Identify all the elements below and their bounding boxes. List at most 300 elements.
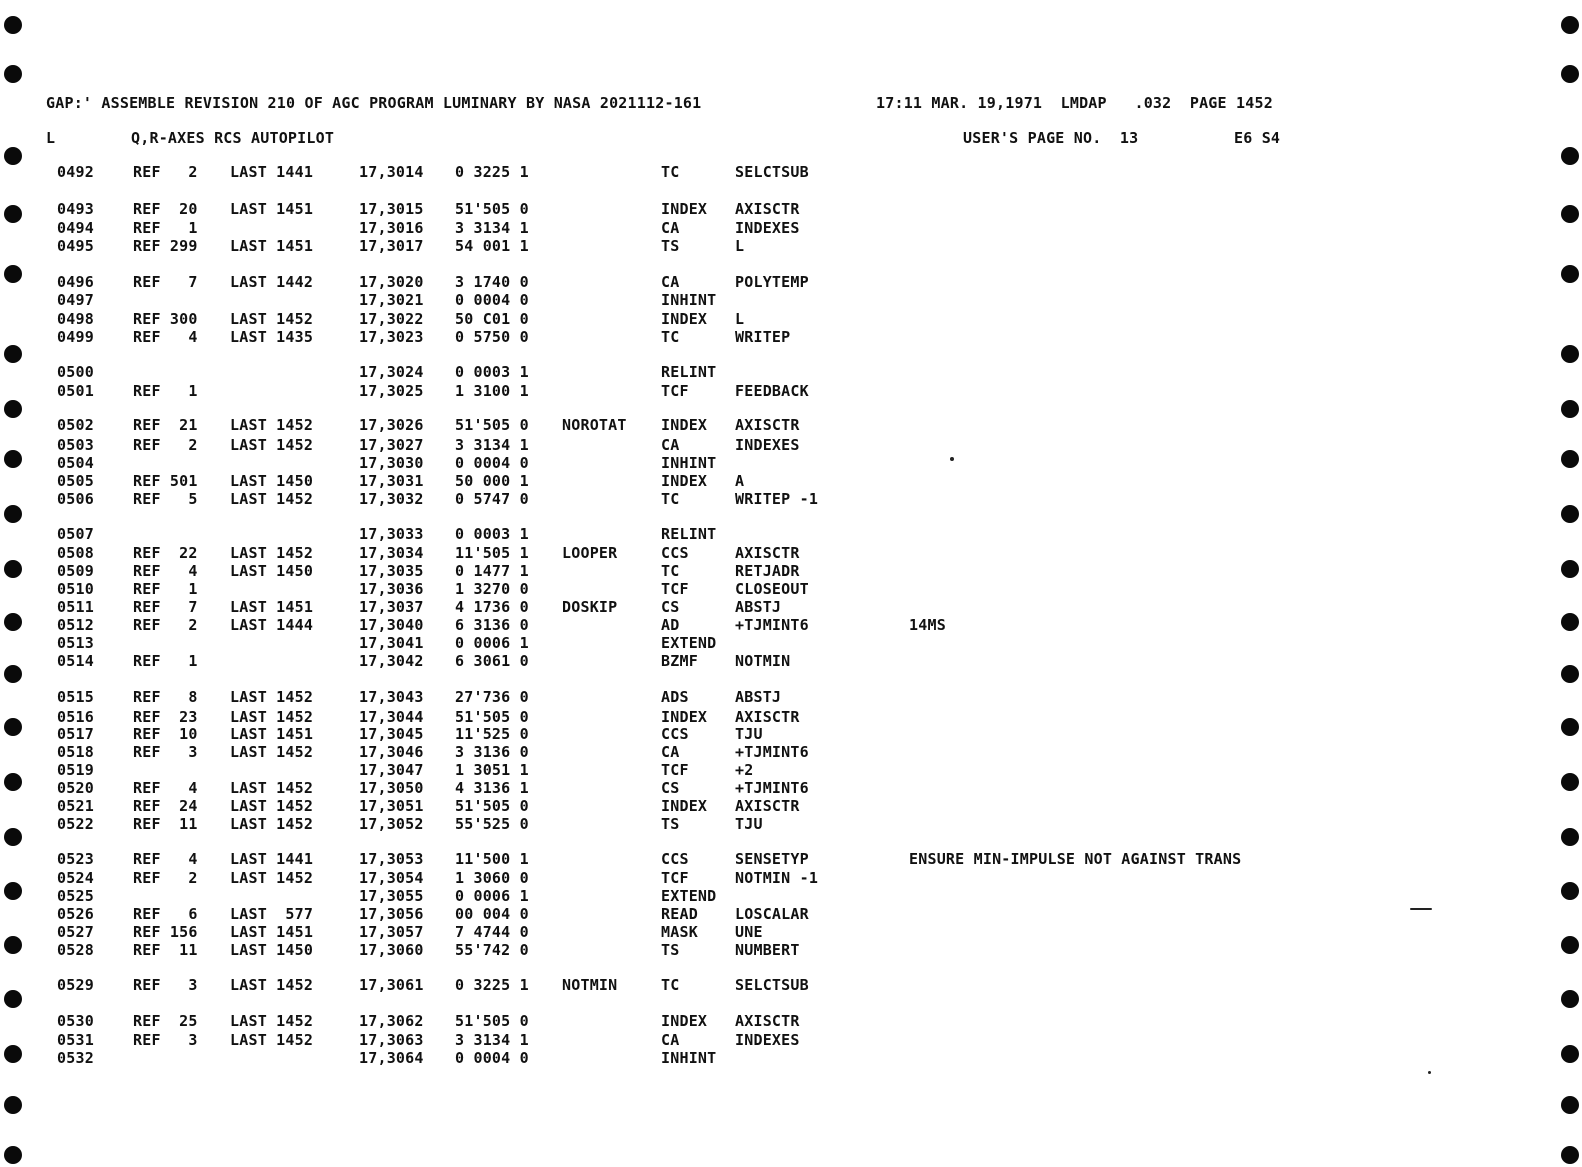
- octal-word: 50 000 1: [455, 472, 529, 490]
- octal-word: 7 4744 0: [455, 923, 529, 941]
- address: 17,3025: [359, 382, 424, 400]
- operand: NOTMIN -1: [735, 869, 819, 887]
- octal-word: 0 5750 0: [455, 328, 529, 346]
- feed-hole: [4, 613, 22, 631]
- ref-count: REF 156: [133, 923, 198, 941]
- last-ref: LAST 1450: [230, 562, 314, 580]
- line-number: 0518: [57, 743, 94, 761]
- feed-hole: [4, 1045, 22, 1063]
- line-number: 0502: [57, 416, 94, 434]
- feed-hole: [1561, 560, 1579, 578]
- last-ref: LAST 1441: [230, 163, 314, 181]
- feed-hole: [4, 1146, 22, 1164]
- address: 17,3055: [359, 887, 424, 905]
- address: 17,3023: [359, 328, 424, 346]
- ref-count: REF 11: [133, 941, 198, 959]
- opcode: INDEX: [661, 416, 708, 434]
- opcode: INDEX: [661, 200, 708, 218]
- line-number: 0513: [57, 634, 94, 652]
- header-title: GAP:' ASSEMBLE REVISION 210 OF AGC PROGRAM LUMINARY BY NASA 2021112-161: [46, 94, 702, 112]
- opcode: CA: [661, 743, 680, 761]
- octal-word: 50 C01 0: [455, 310, 529, 328]
- feed-hole: [4, 1096, 22, 1114]
- octal-word: 0 1477 1: [455, 562, 529, 580]
- last-ref: LAST 1452: [230, 436, 314, 454]
- ref-count: REF 2: [133, 616, 198, 634]
- ref-count: REF 6: [133, 905, 198, 923]
- feed-hole: [1561, 400, 1579, 418]
- address: 17,3047: [359, 761, 424, 779]
- paper-speck: [950, 457, 954, 461]
- line-number: 0519: [57, 761, 94, 779]
- feed-hole: [4, 773, 22, 791]
- operand: AXISCTR: [735, 416, 800, 434]
- opcode: EXTEND: [661, 887, 717, 905]
- address: 17,3026: [359, 416, 424, 434]
- last-ref: LAST 1452: [230, 310, 314, 328]
- operand: A: [735, 472, 745, 490]
- line-number: 0507: [57, 525, 94, 543]
- feed-hole: [4, 665, 22, 683]
- comment: 14MS: [909, 616, 946, 634]
- ref-count: REF 2: [133, 163, 198, 181]
- octal-word: 11'500 1: [455, 850, 529, 868]
- operand: ABSTJ: [735, 688, 782, 706]
- address: 17,3030: [359, 454, 424, 472]
- opcode: CCS: [661, 725, 689, 743]
- opcode: TS: [661, 237, 680, 255]
- feed-hole: [4, 65, 22, 83]
- operand: POLYTEMP: [735, 273, 809, 291]
- opcode: TC: [661, 976, 680, 994]
- address: 17,3051: [359, 797, 424, 815]
- operand: NOTMIN: [735, 652, 791, 670]
- symbol-label: LOOPER: [562, 544, 618, 562]
- last-ref: LAST 1435: [230, 328, 314, 346]
- operand: L: [735, 237, 745, 255]
- feed-hole: [1561, 665, 1579, 683]
- operand: UNE: [735, 923, 763, 941]
- line-number: 0521: [57, 797, 94, 815]
- address: 17,3060: [359, 941, 424, 959]
- line-number: 0528: [57, 941, 94, 959]
- operand: SENSETYP: [735, 850, 809, 868]
- line-number: 0530: [57, 1012, 94, 1030]
- user-page-number: USER'S PAGE NO. 13: [963, 129, 1139, 147]
- line-number: 0510: [57, 580, 94, 598]
- octal-word: 0 3225 1: [455, 163, 529, 181]
- address: 17,3037: [359, 598, 424, 616]
- address: 17,3032: [359, 490, 424, 508]
- feed-hole: [1561, 990, 1579, 1008]
- opcode: TC: [661, 490, 680, 508]
- ref-count: REF 299: [133, 237, 198, 255]
- feed-hole: [1561, 505, 1579, 523]
- line-number: 0501: [57, 382, 94, 400]
- line-number: 0514: [57, 652, 94, 670]
- ref-count: REF 4: [133, 328, 198, 346]
- ref-count: REF 3: [133, 1031, 198, 1049]
- feed-hole: [1561, 613, 1579, 631]
- line-number: 0517: [57, 725, 94, 743]
- opcode: INHINT: [661, 291, 717, 309]
- last-ref: LAST 1452: [230, 490, 314, 508]
- ref-count: REF 2: [133, 436, 198, 454]
- operand: LOSCALAR: [735, 905, 809, 923]
- address: 17,3020: [359, 273, 424, 291]
- ref-count: REF 4: [133, 850, 198, 868]
- last-ref: LAST 1452: [230, 416, 314, 434]
- line-number: 0504: [57, 454, 94, 472]
- line-number: 0515: [57, 688, 94, 706]
- ref-count: REF 3: [133, 743, 198, 761]
- opcode: CS: [661, 598, 680, 616]
- feed-hole: [4, 990, 22, 1008]
- line-number: 0500: [57, 363, 94, 381]
- address: 17,3061: [359, 976, 424, 994]
- line-number: 0495: [57, 237, 94, 255]
- ref-count: REF 1: [133, 219, 198, 237]
- address: 17,3034: [359, 544, 424, 562]
- last-ref: LAST 1452: [230, 869, 314, 887]
- opcode: INHINT: [661, 1049, 717, 1067]
- ref-count: REF 501: [133, 472, 198, 490]
- opcode: MASK: [661, 923, 698, 941]
- last-ref: LAST 1451: [230, 725, 314, 743]
- feed-hole: [1561, 345, 1579, 363]
- line-number: 0523: [57, 850, 94, 868]
- opcode: CA: [661, 273, 680, 291]
- feed-hole: [1561, 718, 1579, 736]
- opcode: CA: [661, 436, 680, 454]
- opcode: INHINT: [661, 454, 717, 472]
- opcode: INDEX: [661, 1012, 708, 1030]
- feed-hole: [1561, 205, 1579, 223]
- opcode: INDEX: [661, 310, 708, 328]
- line-number: 0492: [57, 163, 94, 181]
- last-ref: LAST 1452: [230, 708, 314, 726]
- operand: WRITEP: [735, 328, 791, 346]
- operand: RETJADR: [735, 562, 800, 580]
- octal-word: 3 3134 1: [455, 436, 529, 454]
- octal-word: 0 0004 0: [455, 1049, 529, 1067]
- opcode: ADS: [661, 688, 689, 706]
- octal-word: 4 3136 1: [455, 779, 529, 797]
- octal-word: 1 3060 0: [455, 869, 529, 887]
- address: 17,3022: [359, 310, 424, 328]
- feed-hole: [1561, 147, 1579, 165]
- opcode: TCF: [661, 869, 689, 887]
- octal-word: 4 1736 0: [455, 598, 529, 616]
- feed-hole: [4, 718, 22, 736]
- opcode: TC: [661, 562, 680, 580]
- octal-word: 0 0006 1: [455, 887, 529, 905]
- address: 17,3042: [359, 652, 424, 670]
- feed-hole: [4, 345, 22, 363]
- opcode: READ: [661, 905, 698, 923]
- section-title: Q,R-AXES RCS AUTOPILOT: [131, 129, 335, 147]
- ref-count: REF 1: [133, 382, 198, 400]
- operand: +TJMINT6: [735, 616, 809, 634]
- operand: SELCTSUB: [735, 163, 809, 181]
- octal-word: 54 001 1: [455, 237, 529, 255]
- line-number: 0505: [57, 472, 94, 490]
- octal-word: 3 3136 0: [455, 743, 529, 761]
- feed-hole: [4, 16, 22, 34]
- octal-word: 1 3051 1: [455, 761, 529, 779]
- line-number: 0499: [57, 328, 94, 346]
- line-number: 0498: [57, 310, 94, 328]
- last-ref: LAST 1452: [230, 1031, 314, 1049]
- opcode: TCF: [661, 761, 689, 779]
- line-number: 0524: [57, 869, 94, 887]
- opcode: RELINT: [661, 525, 717, 543]
- ref-count: REF 4: [133, 779, 198, 797]
- address: 17,3053: [359, 850, 424, 868]
- operand: INDEXES: [735, 219, 800, 237]
- octal-word: 27'736 0: [455, 688, 529, 706]
- octal-word: 3 3134 1: [455, 1031, 529, 1049]
- header-code: L: [46, 129, 56, 147]
- feed-hole: [4, 505, 22, 523]
- operand: CLOSEOUT: [735, 580, 809, 598]
- address: 17,3041: [359, 634, 424, 652]
- ref-count: REF 21: [133, 416, 198, 434]
- ref-count: REF 2: [133, 869, 198, 887]
- ref-count: REF 300: [133, 310, 198, 328]
- operand: NUMBERT: [735, 941, 800, 959]
- address: 17,3054: [359, 869, 424, 887]
- last-ref: LAST 1451: [230, 923, 314, 941]
- operand: FEEDBACK: [735, 382, 809, 400]
- operand: ABSTJ: [735, 598, 782, 616]
- operand: SELCTSUB: [735, 976, 809, 994]
- opcode: INDEX: [661, 797, 708, 815]
- operand: +TJMINT6: [735, 779, 809, 797]
- octal-word: 1 3270 0: [455, 580, 529, 598]
- line-number: 0529: [57, 976, 94, 994]
- octal-word: 3 3134 1: [455, 219, 529, 237]
- operand: AXISCTR: [735, 797, 800, 815]
- feed-hole: [1561, 450, 1579, 468]
- octal-word: 0 3225 1: [455, 976, 529, 994]
- octal-word: 0 0004 0: [455, 454, 529, 472]
- last-ref: LAST 1444: [230, 616, 314, 634]
- line-number: 0503: [57, 436, 94, 454]
- ref-count: REF 4: [133, 562, 198, 580]
- operand: +TJMINT6: [735, 743, 809, 761]
- opcode: TS: [661, 815, 680, 833]
- header-code2: E6 S4: [1234, 129, 1281, 147]
- address: 17,3016: [359, 219, 424, 237]
- feed-hole: [4, 882, 22, 900]
- address: 17,3024: [359, 363, 424, 381]
- opcode: INDEX: [661, 472, 708, 490]
- address: 17,3031: [359, 472, 424, 490]
- line-number: 0509: [57, 562, 94, 580]
- operand: TJU: [735, 725, 763, 743]
- operand: AXISCTR: [735, 200, 800, 218]
- last-ref: LAST 1452: [230, 779, 314, 797]
- feed-hole: [4, 400, 22, 418]
- address: 17,3057: [359, 923, 424, 941]
- octal-word: 51'505 0: [455, 797, 529, 815]
- feed-hole: [4, 450, 22, 468]
- line-number: 0511: [57, 598, 94, 616]
- line-number: 0506: [57, 490, 94, 508]
- last-ref: LAST 1452: [230, 743, 314, 761]
- last-ref: LAST 1452: [230, 688, 314, 706]
- feed-hole: [1561, 1045, 1579, 1063]
- address: 17,3040: [359, 616, 424, 634]
- ref-count: REF 25: [133, 1012, 198, 1030]
- symbol-label: NOTMIN: [562, 976, 618, 994]
- opcode: TS: [661, 941, 680, 959]
- opcode: INDEX: [661, 708, 708, 726]
- address: 17,3064: [359, 1049, 424, 1067]
- last-ref: LAST 1442: [230, 273, 314, 291]
- ref-count: REF 22: [133, 544, 198, 562]
- octal-word: 51'505 0: [455, 1012, 529, 1030]
- paper-speck: [1428, 1071, 1431, 1074]
- address: 17,3036: [359, 580, 424, 598]
- last-ref: LAST 1452: [230, 797, 314, 815]
- feed-hole: [1561, 936, 1579, 954]
- opcode: CS: [661, 779, 680, 797]
- comment: ENSURE MIN-IMPULSE NOT AGAINST TRANS: [909, 850, 1242, 868]
- opcode: RELINT: [661, 363, 717, 381]
- feed-hole: [1561, 773, 1579, 791]
- last-ref: LAST 1452: [230, 976, 314, 994]
- address: 17,3027: [359, 436, 424, 454]
- opcode: TCF: [661, 580, 689, 598]
- operand: AXISCTR: [735, 708, 800, 726]
- last-ref: LAST 1452: [230, 1012, 314, 1030]
- address: 17,3062: [359, 1012, 424, 1030]
- operand: AXISCTR: [735, 544, 800, 562]
- ref-count: REF 20: [133, 200, 198, 218]
- feed-hole: [4, 560, 22, 578]
- octal-word: 0 0006 1: [455, 634, 529, 652]
- feed-hole: [1561, 1146, 1579, 1164]
- line-number: 0526: [57, 905, 94, 923]
- line-number: 0525: [57, 887, 94, 905]
- address: 17,3052: [359, 815, 424, 833]
- feed-hole: [4, 147, 22, 165]
- opcode: EXTEND: [661, 634, 717, 652]
- line-number: 0493: [57, 200, 94, 218]
- feed-hole: [4, 265, 22, 283]
- octal-word: 00 004 0: [455, 905, 529, 923]
- octal-word: 51'505 0: [455, 416, 529, 434]
- ref-count: REF 8: [133, 688, 198, 706]
- octal-word: 3 1740 0: [455, 273, 529, 291]
- feed-hole: [1561, 1096, 1579, 1114]
- operand: L: [735, 310, 745, 328]
- feed-hole: [1561, 265, 1579, 283]
- last-ref: LAST 1451: [230, 598, 314, 616]
- feed-hole: [4, 205, 22, 223]
- last-ref: LAST 1451: [230, 237, 314, 255]
- operand: +2: [735, 761, 754, 779]
- ref-count: REF 5: [133, 490, 198, 508]
- opcode: TCF: [661, 382, 689, 400]
- opcode: CA: [661, 219, 680, 237]
- last-ref: LAST 1452: [230, 544, 314, 562]
- header-date-page: 17:11 MAR. 19,1971 LMDAP .032 PAGE 1452: [876, 94, 1273, 112]
- ref-count: REF 11: [133, 815, 198, 833]
- operand: TJU: [735, 815, 763, 833]
- octal-word: 0 0003 1: [455, 363, 529, 381]
- address: 17,3056: [359, 905, 424, 923]
- line-number: 0527: [57, 923, 94, 941]
- opcode: TC: [661, 163, 680, 181]
- octal-word: 51'505 0: [455, 200, 529, 218]
- octal-word: 6 3136 0: [455, 616, 529, 634]
- octal-word: 51'505 0: [455, 708, 529, 726]
- line-number: 0496: [57, 273, 94, 291]
- last-ref: LAST 1441: [230, 850, 314, 868]
- opcode: BZMF: [661, 652, 698, 670]
- ref-count: REF 24: [133, 797, 198, 815]
- octal-word: 11'525 0: [455, 725, 529, 743]
- feed-hole: [4, 828, 22, 846]
- address: 17,3043: [359, 688, 424, 706]
- operand: INDEXES: [735, 1031, 800, 1049]
- address: 17,3050: [359, 779, 424, 797]
- ref-count: REF 23: [133, 708, 198, 726]
- ref-count: REF 1: [133, 652, 198, 670]
- last-ref: LAST 577: [230, 905, 314, 923]
- operand: WRITEP -1: [735, 490, 819, 508]
- opcode: CCS: [661, 544, 689, 562]
- feed-hole: [1561, 16, 1579, 34]
- address: 17,3046: [359, 743, 424, 761]
- ref-count: REF 10: [133, 725, 198, 743]
- line-number: 0512: [57, 616, 94, 634]
- feed-hole: [1561, 828, 1579, 846]
- opcode: AD: [661, 616, 680, 634]
- line-number: 0520: [57, 779, 94, 797]
- paper-mark: [1410, 908, 1432, 910]
- octal-word: 55'525 0: [455, 815, 529, 833]
- line-number: 0494: [57, 219, 94, 237]
- symbol-label: NOROTAT: [562, 416, 627, 434]
- octal-word: 0 0004 0: [455, 291, 529, 309]
- octal-word: 1 3100 1: [455, 382, 529, 400]
- opcode: TC: [661, 328, 680, 346]
- address: 17,3035: [359, 562, 424, 580]
- address: 17,3015: [359, 200, 424, 218]
- last-ref: LAST 1451: [230, 200, 314, 218]
- last-ref: LAST 1452: [230, 815, 314, 833]
- opcode: CA: [661, 1031, 680, 1049]
- address: 17,3033: [359, 525, 424, 543]
- last-ref: LAST 1450: [230, 941, 314, 959]
- feed-hole: [1561, 65, 1579, 83]
- ref-count: REF 7: [133, 273, 198, 291]
- address: 17,3014: [359, 163, 424, 181]
- address: 17,3021: [359, 291, 424, 309]
- octal-word: 0 5747 0: [455, 490, 529, 508]
- line-number: 0516: [57, 708, 94, 726]
- ref-count: REF 7: [133, 598, 198, 616]
- ref-count: REF 3: [133, 976, 198, 994]
- address: 17,3045: [359, 725, 424, 743]
- octal-word: 11'505 1: [455, 544, 529, 562]
- address: 17,3063: [359, 1031, 424, 1049]
- line-number: 0532: [57, 1049, 94, 1067]
